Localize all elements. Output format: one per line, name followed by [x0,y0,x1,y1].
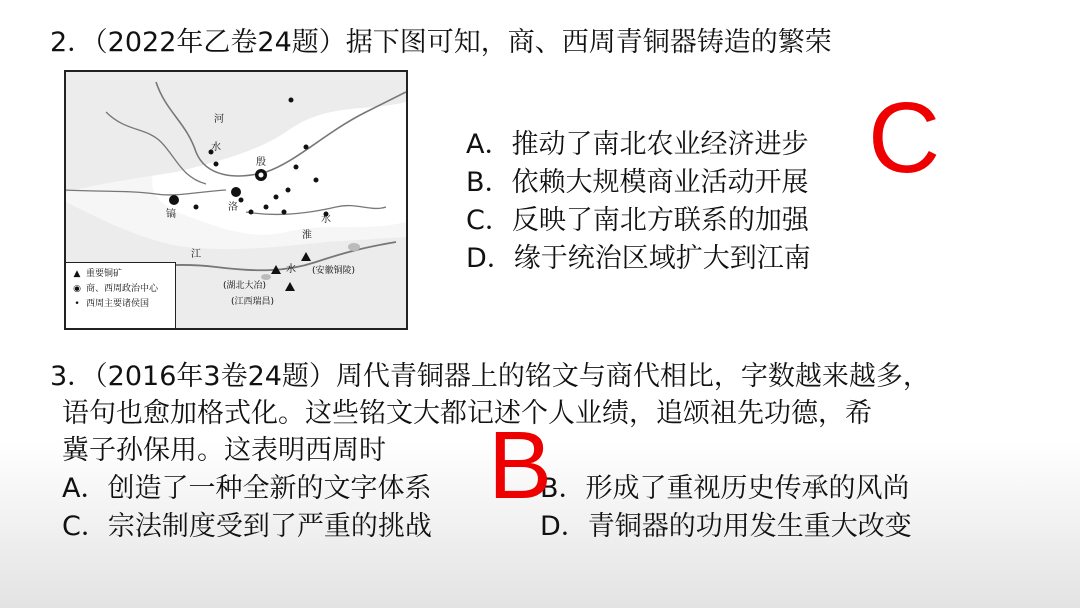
label-anhui: (安徽铜陵) [312,266,356,276]
q2-answer-mark: C [868,82,941,194]
q3-option-d: D．青铜器的功用发生重大改变 [540,511,912,542]
q3-option-a: A．创造了一种全新的文字体系 [62,473,432,504]
dot-icon: • [74,299,80,309]
q3-stem-line-1: 3．（2016年3卷24题）周代青铜器上的铭文与商代相比，字数越来越多， [50,361,930,392]
label-huai: 淮 [302,230,312,241]
label-jiang-shui: 水 [286,264,296,275]
label-shui: 水 [211,142,221,153]
q3-stem-line-2: 语句也愈加格式化。这些铭文大都记述个人业绩，追颂祖先功德，希 [62,398,872,429]
q2-option-b: B．依赖大规模商业活动开展 [466,167,809,198]
label-jiangxi: (江西瑞昌) [231,297,275,307]
label-yin: 殷 [256,157,266,168]
q3-option-b: B．形成了重视历史传承的风尚 [540,473,910,504]
label-shui2: 水 [321,214,331,225]
q2-option-c: C．反映了南北方联系的加强 [466,205,809,236]
q2-option-d: D．缘于统治区域扩大到江南 [466,243,811,274]
label-he: 河 [214,114,224,125]
triangle-icon: ▲ [73,269,81,279]
q2-option-a: A．推动了南北农业经济进步 [466,129,809,160]
legend-item-vassal-state: • 西周主要诸侯国 [72,297,175,312]
q2-stem: 2．（2022年乙卷24题）据下图可知，商、西周青铜器铸造的繁荣 [50,27,832,58]
label-hubei: (湖北大冶) [223,281,267,291]
q3-answer-mark: B [488,412,553,519]
q3-option-c: C．宗法制度受到了严重的挑战 [62,511,432,542]
label-jiang: 江 [191,249,201,260]
label-hao: 镐 [166,209,176,220]
map-legend [66,262,176,328]
label-luo: 洛 [228,202,238,213]
bronze-map [64,70,408,330]
legend-item-political-center: ◉ 商、西周政治中心 [72,282,175,297]
target-circle-icon: ◉ [73,284,81,294]
q3-stem-line-3: 冀子孙保用。这表明西周时 [62,435,386,466]
legend-item-copper-mine: ▲ 重要铜矿 [72,267,175,282]
